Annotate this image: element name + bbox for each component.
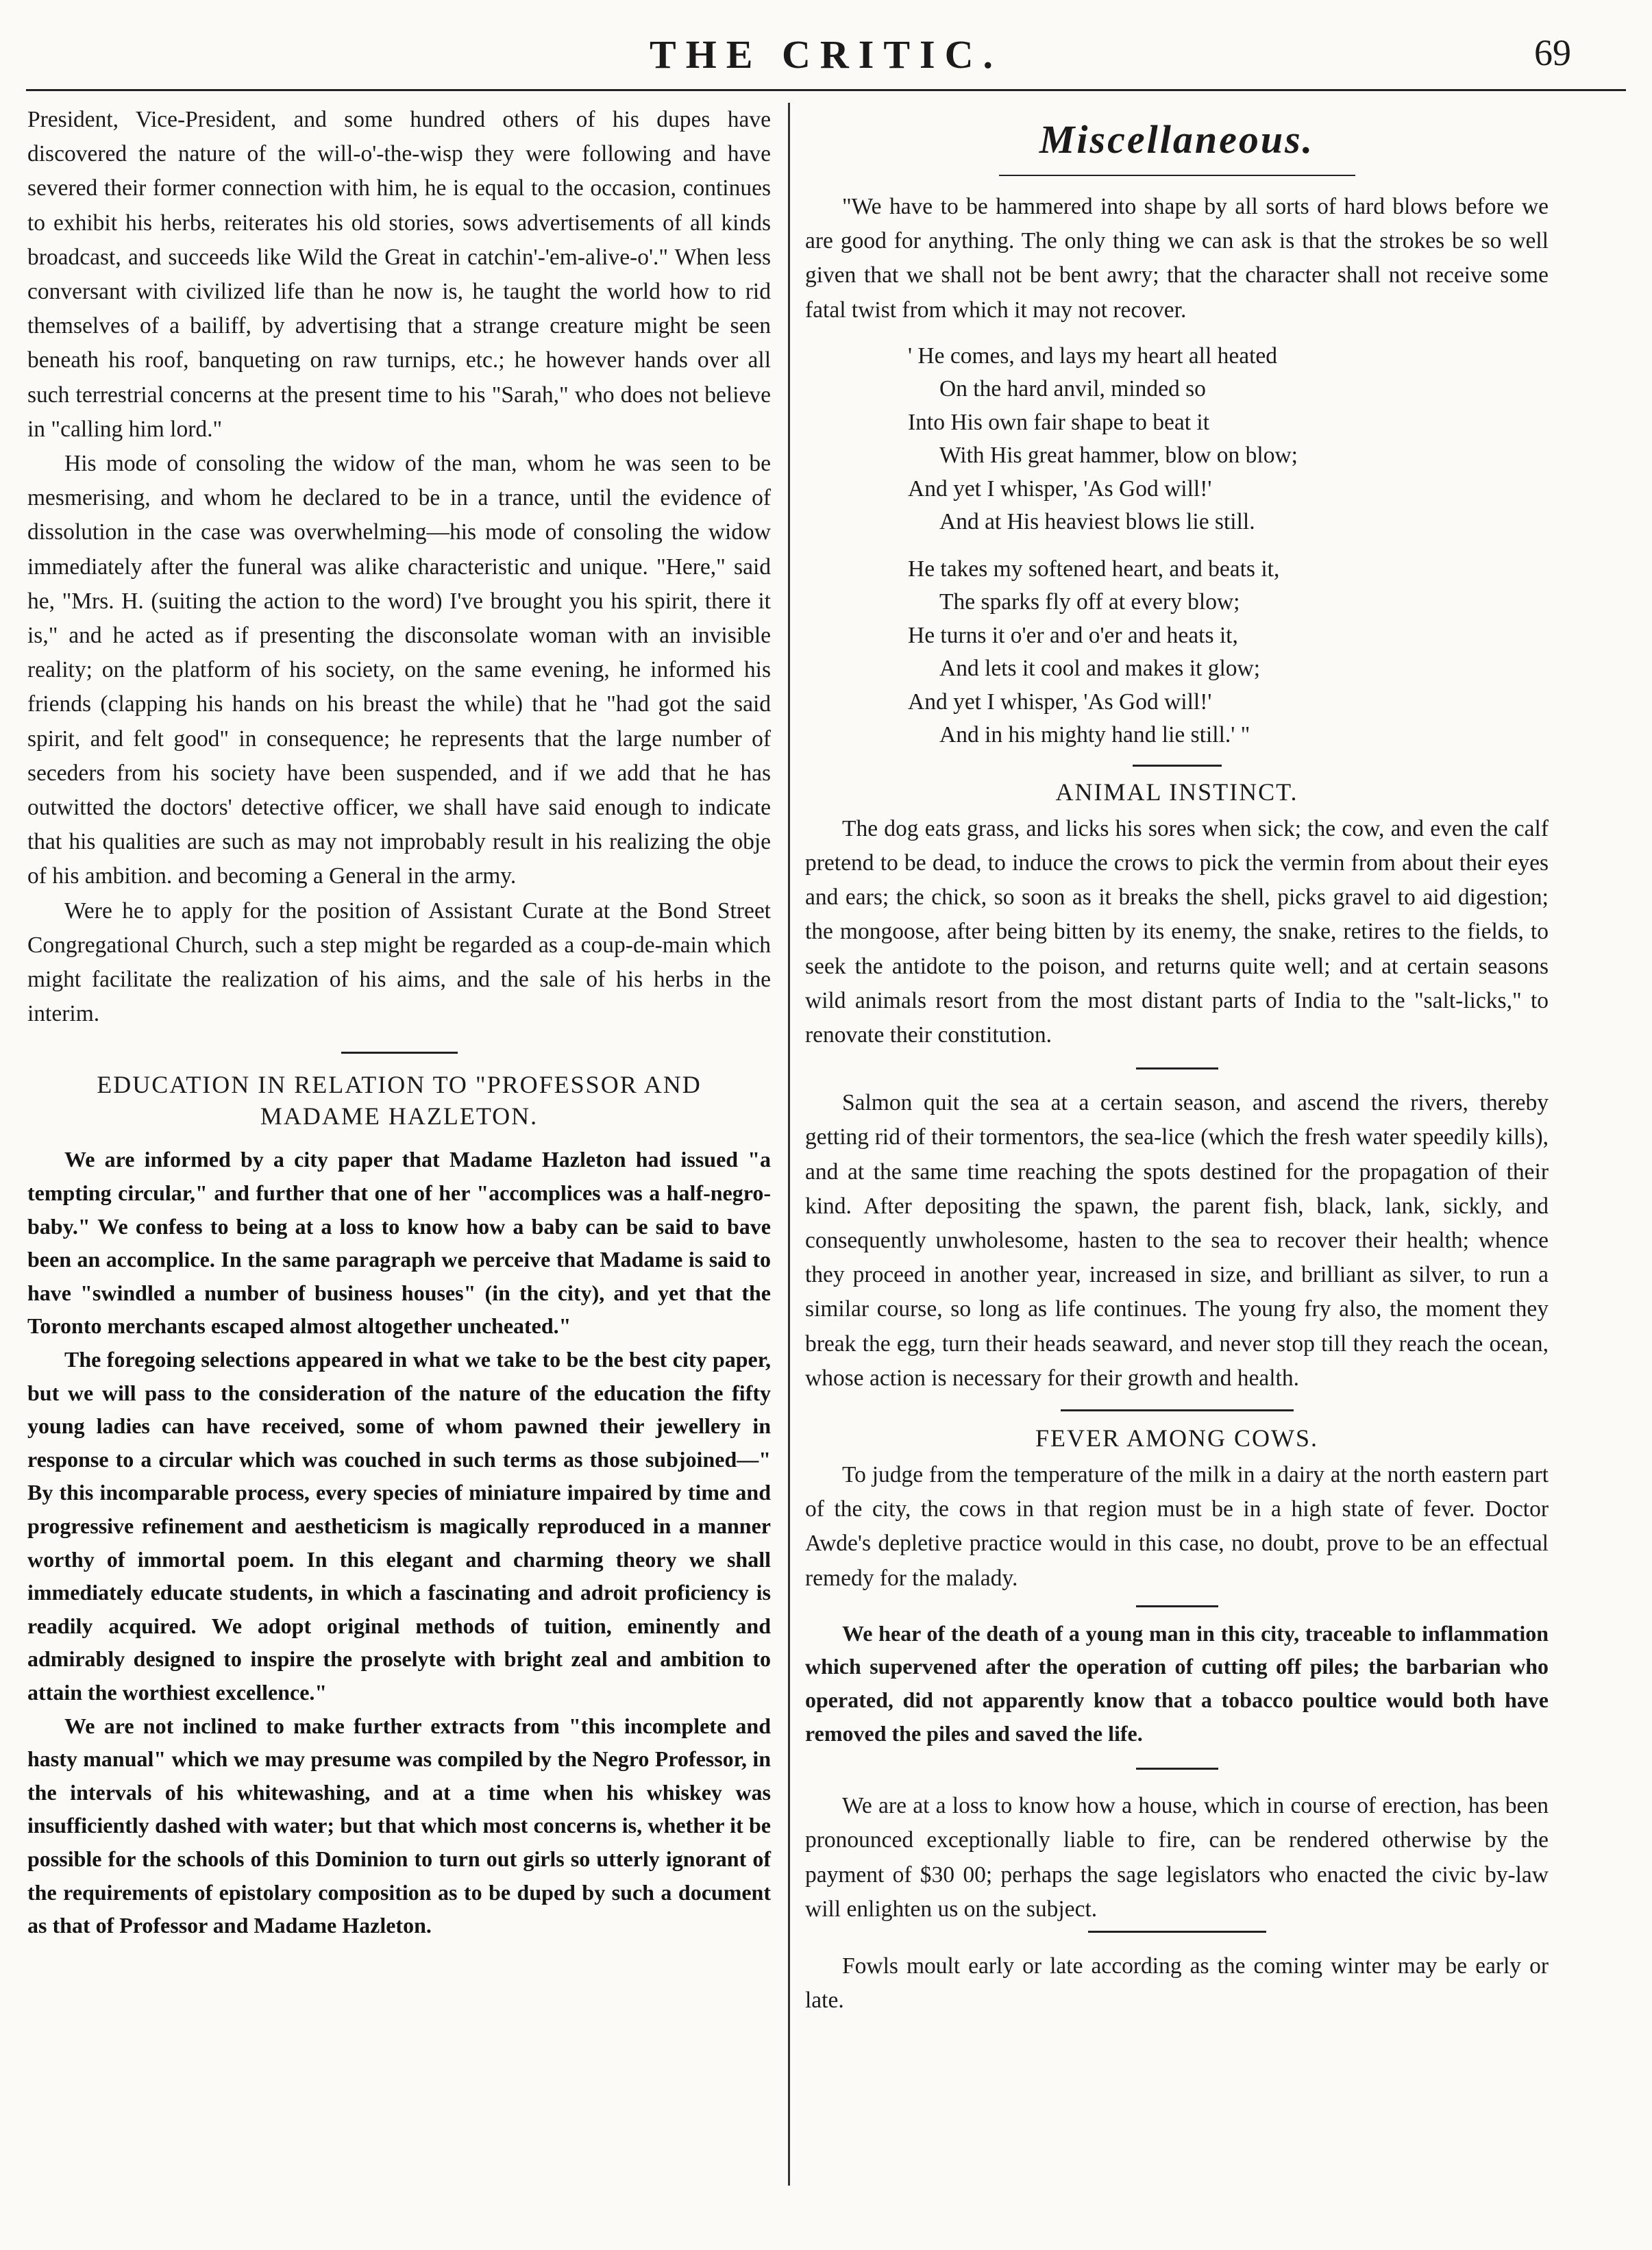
education-paragraph-3: We are not inclined to make further extracts from "this incomplete and hasty manual" which we may presume was compiled by the Negro Professor, in the intervals of his whitewashing, and at a time when his whiskey was insufficiently dashed with water; but that which most concerns is, whether it be possible for the schools of this Dominion to turn out girls so utterly ignorant of the requirements of epistolary composition as to be duped by such a document as that of Professor and Madame Hazleton. [27,1713,771,1938]
left-paragraph-3: Were he to apply for the position of Assistant Curate at the Bond Street Congregational Church, such a step might be regarded as a coup-de-main which might facilitate the realization of his aims, and the sale of his herbs in the interim. [27,898,771,1027]
animal-instinct-paragraph-2: Salmon quit the sea at a certain season, and ascend the rivers, thereby getting rid of their tormentors, the sea-lice (which the fresh water speedily kills), and at the same time reaching the spots destined for the propagation of their kind. After depositing the spawn, the parent fish, black, lank, sickly, and consequently unwholesome, hasten to the sea to recover their health; whence they proceed in another year, increased in size, and brilliant as silver, to run a similar course, so long as life continues. The young fry also, the moment they break the egg, turn their heads seaward, and never stop till they reach the ocean, whose action is necessary for their growth and health. [805,1090,1549,1391]
animal-instinct-heading: ANIMAL INSTINCT. [1055,778,1298,806]
poem-line: And yet I whisper, 'As God will!' [908,689,1212,715]
poem-line: ' He comes, and lays my heart all heated [908,343,1278,369]
running-head [0,26,1652,77]
fever-paragraph-1: To judge from the temperature of the milk in a dairy at the north eastern part of the city, the cows in that region must be in a high state of fever. Doctor Awde's depletive practice would in this case, no doubt, prove to be an effectual remedy for the malady. [805,1462,1549,1591]
poem-line: He takes my softened heart, and beats it, [908,556,1280,582]
fever-among-cows-heading: FEVER AMONG COWS. [1035,1424,1319,1452]
poem [908,340,1549,752]
poem-line: And yet I whisper, 'As God will!' [908,475,1212,502]
left-column [27,103,771,1942]
stanza-gap [908,539,1549,553]
education-section [27,1069,771,1942]
poem-line: With His great hammer, blow on blow; [939,443,1298,469]
section-rule [1136,1067,1218,1070]
column-divider [788,103,790,2186]
misc-rule [999,175,1355,176]
section-rule [1061,1409,1294,1411]
page-number: 69 [1534,32,1571,73]
right-column [805,103,1549,2018]
poem-line: Into His own fair shape to beat it [908,409,1210,435]
house-paragraph: We are at a loss to know how a house, which in course of erection, has been pronounced exceptionally liable to fire, can be rendered otherwise by the payment of $30 00; perhaps the sage legislators who enacted the civic by-law will enlighten us on the subject. [805,1793,1549,1922]
running-title: THE CRITIC. [650,32,1002,77]
section-rule [1133,765,1222,767]
poem-line: The sparks fly off at every blow; [939,589,1240,615]
education-heading-line-2: MADAME HAZLETON. [260,1102,539,1130]
fever-paragraph-2: We hear of the death of a young man in this city, traceable to inflammation which supervened after the operation of cutting off piles; the barbarian who operated, did not apparently know that a tobacco poultice would both have removed the piles and saved the life. [805,1620,1549,1746]
section-rule [1088,1931,1266,1933]
section-rule [1136,1768,1218,1770]
education-paragraph-2: The foregoing selections appeared in what we take to be the best city paper, but we will pass to the consideration of the nature of the education the fifty young ladies can have received, some of whom pawned their jewellery in response to a circular which was couched in such terms as those subjoined—" By this incomparable process, every species of miniature impaired by time and progressive refinement and aestheticism is magically reproduced in a manner worthy of immortal poem. In this elegant and charming theory we shall immediately educate students, in which a fascinating and adroit proficiency is readily acquired. We adopt original methods of tuition, eminently and admirably designed to inspire the proselyte with bright zeal and ambition to attain the worthiest excellence." [27,1347,771,1705]
poem-line: On the hard anvil, minded so [939,376,1206,402]
poem-line: And at His heaviest blows lie still. [939,509,1255,535]
poem-line: And lets it cool and makes it glow; [939,656,1261,682]
miscellaneous-title: Miscellaneous. [1039,117,1315,162]
left-paragraph-1: President, Vice-President, and some hundred others of his dupes have discovered the nature of the will-o'-the-wisp they were following and have severed their former connection with him, he is equal to the occasion, continues to exhibit his herbs, reiterates his old stories, sows advertisements of all kinds broadcast, and succeeds like Wild the Great in catchin'-'em-alive-o'." When less conversant with civilized life than he now is, he taught the world how to rid themselves of a bailiff, by advertising that a strange creature might be seen beneath his roof, banqueting on raw turnips, etc.; he however hands over all such terrestrial concerns at the present time to his "Sarah," who does not believe in "calling him lord." [27,107,771,442]
fowls-paragraph: Fowls moult early or late according as the coming winter may be early or late. [805,1953,1549,2014]
education-paragraph-1: We are informed by a city paper that Madame Hazleton had issued "a tempting circular," and further that one of her "accomplices was a half-negro-baby." We confess to being at a loss to know how a baby can be said to bave been an accomplice. In the same paragraph we perceive that Madame is said to have "swindled a number of business houses" (in the city), and yet that the Toronto merchants escaped almost altogether uncheated." [27,1147,771,1339]
poem-line: And in his mighty hand lie still.' " [939,722,1250,748]
education-heading-line-1: EDUCATION IN RELATION TO "PROFESSOR AND [97,1071,702,1099]
poem-line: He turns it o'er and o'er and heats it, [908,622,1238,648]
misc-intro: "We have to be hammered into shape by all sorts of hard blows before we are good for anything. The only thing we can ask is that the strokes be so well given that we shall not be bent awry; that the character shall not receive some fatal twist from which it may not recover. [805,194,1549,323]
section-rule [341,1052,458,1054]
head-rule [26,89,1626,91]
left-paragraph-2: His mode of consoling the widow of the man, whom he was seen to be mesmerising, and whom he declared to be in a trance, until the evidence of dissolution in the case was overwhelming—his mode of consoling the widow immediately after the funeral was alike characteristic and unique. "Here," said he, "Mrs. H. (suiting the action to the word) I've brought you his spirit, there it is," and he acted as if presenting the disconsolate woman with an invisible reality; on the platform of his society, on the same evening, he informed his friends (clapping his hands on his breast the while) that he "had got the said spirit, and felt good" in consequence; he represents that the large number of seceders from his society have been suspended, and if we add that he has outwitted the doctors' detective officer, we shall have said enough to indicate that his qualities are such as may not improbably result in his realizing the obje of his ambition. and becoming a General in the army. [27,451,771,889]
animal-instinct-paragraph-1: The dog eats grass, and licks his sores when sick; the cow, and even the calf pretend to be dead, to induce the crows to pick the vermin from about their eyes and ears; the chick, so soon as it breaks the shell, picks gravel to aid digestion; the mongoose, after being bitten by its enemy, the snake, retires to the fields, to seek the antidote to the poison, and returns quite well; and at certain seasons wild animals resort from the most distant parts of India to the "salt-licks," to renovate their constitution. [805,815,1549,1048]
section-rule [1136,1605,1218,1607]
